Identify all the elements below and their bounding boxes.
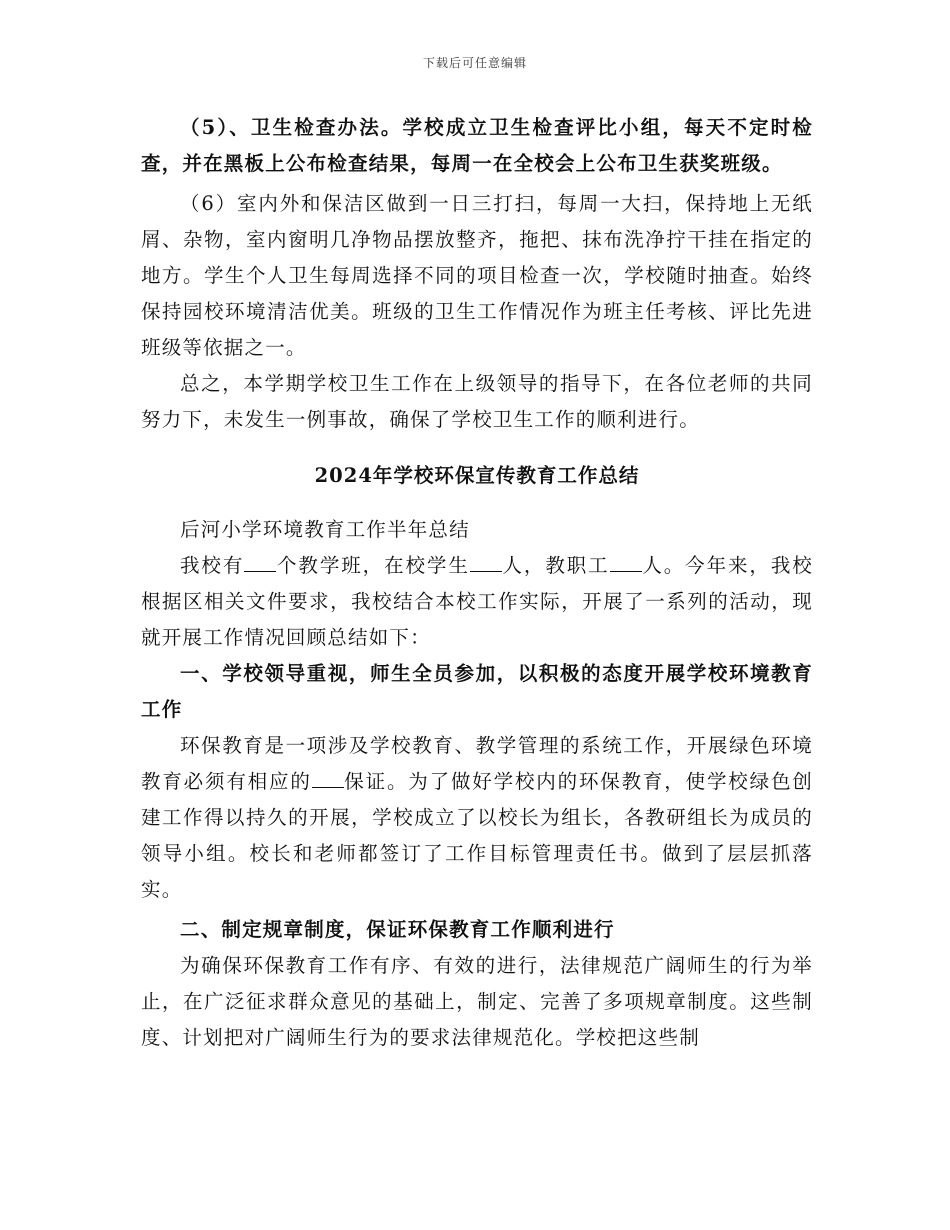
- blank-field: [470, 553, 502, 572]
- heading-section-two: 二、制定规章制度，保证环保教育工作顺利进行: [180, 918, 615, 941]
- overview-text-3: 人，教职工: [501, 554, 610, 577]
- heading-section-one: 一、学校领导重视，师生全员参加，以积极的态度开展学校环境教育工作: [141, 662, 813, 721]
- blank-field: [244, 553, 276, 572]
- blank-field: [312, 769, 344, 788]
- paragraph-leadership: [141, 728, 813, 908]
- overview-text-4: 人。今年来，我校根据区相关文件要求，我校结合本校工作实际，开展了一系列的活动，现就开展工作情况回顾总结如下：: [141, 554, 813, 649]
- document-title: 2024年学校环保宣传教育工作总结: [314, 464, 640, 487]
- paragraph-regulations: 为确保环保教育工作有序、有效的进行，法律规范广阔师生的行为举止，在广泛征求群众意见的基础上，制定、完善了多项规章制度。这些制度、计划把对广阔师生行为的要求法律规范化。学校把这些制: [141, 954, 813, 1049]
- paragraph-school-overview: [141, 548, 813, 656]
- paragraph-hygiene-inspection: （5）、卫生检查办法。学校成立卫生检查评比小组，每天不定时检查，并在黑板上公布检查结果，每周一在全校会上公布卫生获奖班级。: [141, 116, 813, 175]
- overview-text-1: 我校有: [180, 554, 245, 577]
- document-body: [141, 110, 813, 1056]
- overview-text-2: 个教学班，在校学生: [276, 554, 470, 577]
- blank-field: [610, 553, 642, 572]
- paragraph-subtitle: 后河小学环境教育工作半年总结: [180, 518, 470, 541]
- page-header: 下载后可任意编辑: [422, 56, 527, 70]
- leadership-text-2: 保证。为了做好学校内的环保教育，使学校绿色创建工作得以持久的开展，学校成立了以校长为组长，各教研组长为成员的领导小组。校长和老师都签订了工作目标管理责任书。做到了层层抓落实。: [141, 770, 813, 901]
- leadership-text-1: 环保教育是一项涉及学校教育、教学管理的系统工作，开展绿色环境教育必须有相应的: [141, 734, 813, 793]
- paragraph-conclusion: 总之，本学期学校卫生工作在上级领导的指导下，在各位老师的共同努力下，未发生一例事故，确保了学校卫生工作的顺利进行。: [141, 372, 813, 431]
- paragraph-cleaning-rules: （6）室内外和保洁区做到一日三打扫，每周一大扫，保持地上无纸屑、杂物，室内窗明几净物品摆放整齐，拖把、抹布洗净拧干挂在指定的地方。学生个人卫生每周选择不同的项目检查一次，学校随时抽查。始终保持园校环境清洁优美。班级的卫生工作情况作为班主任考核、评比先进班级等依据之一。: [141, 192, 813, 359]
